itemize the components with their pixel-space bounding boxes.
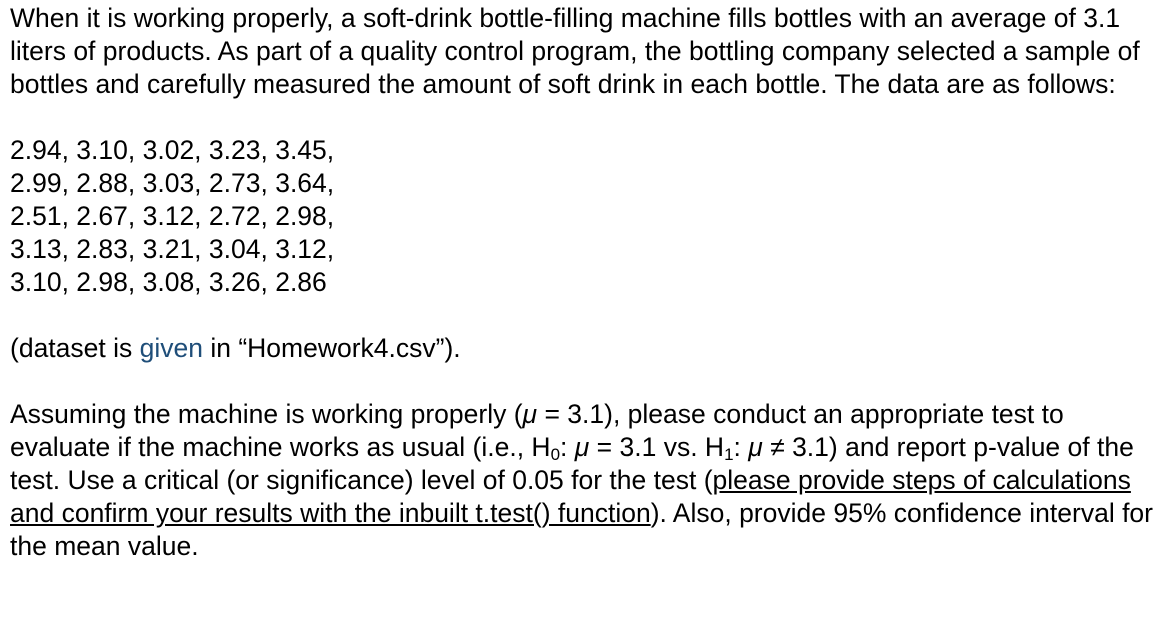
data-block <box>10 134 1160 299</box>
mu-symbol: μ <box>522 399 538 429</box>
subscript-one: 1 <box>724 445 734 464</box>
data-line-5: 3.10, 2.98, 3.08, 3.26, 2.86 <box>10 267 327 297</box>
spacer <box>10 101 1160 134</box>
task-paragraph: Assuming the machine is working properly (μ = 3.1), please conduct an appropriate test to evaluate if the machine works as usual (i.e., $H_0$: μ = 3.1 vs. $H_1$: μ ≠ 3.1) and report p-value of the test. Use a critical (or significance) level of 0.05 for the test (please provide steps of calculations and confirm your results with the inbuilt t.test() function). Also, provide 95% confidence interval for the mean value. <box>10 399 1153 561</box>
data-line-1: 2.94, 3.10, 3.02, 3.23, 3.45, <box>10 135 335 165</box>
intro-paragraph: When it is working properly, a soft-drink bottle-filling machine fills bottles with an average of 3.1 liters of products. As part of a quality control program, the bottling company selected a sample of bottles and carefully measured the amount of soft drink in each bottle. The data are as follows: <box>10 3 1140 99</box>
mu-symbol: μ <box>748 432 763 462</box>
mu-symbol: μ <box>574 432 590 462</box>
spacer <box>10 299 1160 332</box>
data-line-4: 3.13, 2.83, 3.21, 3.04, 3.12, <box>10 234 335 264</box>
spacer <box>10 365 1160 398</box>
underlined-instruction: please provide steps of calculations and confirm your results with the inbuilt t.test() function <box>10 465 1131 528</box>
subscript-zero: 0 <box>550 445 561 464</box>
data-line-2: 2.99, 2.88, 3.03, 2.73, 3.64, <box>10 168 335 198</box>
dataset-note: (dataset is given in “Homework4.csv”). <box>10 333 461 363</box>
dataset-given-word: given <box>139 333 203 363</box>
problem-document <box>10 2 1160 563</box>
data-line-3: 2.51, 2.67, 3.12, 2.72, 2.98, <box>10 201 335 231</box>
